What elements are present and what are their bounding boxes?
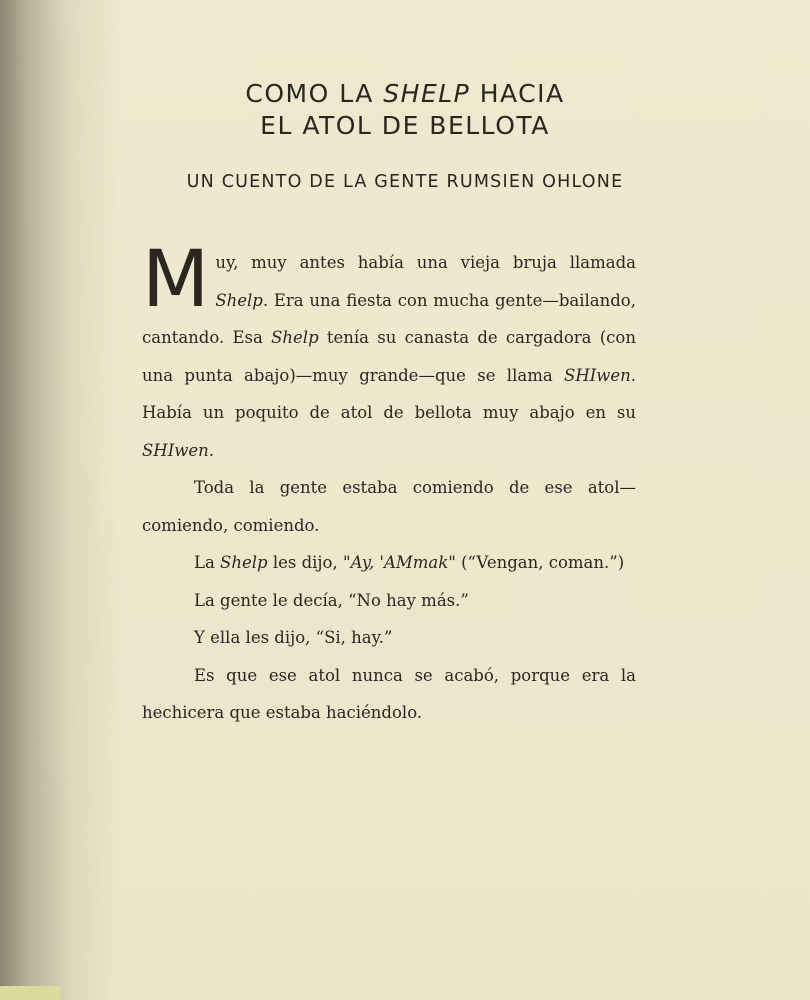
story-title: [140, 78, 670, 142]
paragraph-text: . Era una fiesta con mucha gente—bailando, cantando. Esa: [142, 290, 636, 347]
italic-term: Shelp: [215, 290, 263, 310]
italic-term: Ay, 'AMmak: [350, 553, 449, 572]
story-body: [142, 235, 636, 732]
paragraph-1: [142, 235, 636, 469]
italic-term: SHIwen: [142, 440, 209, 460]
italic-term: Shelp: [271, 328, 319, 347]
page-edge-strip: [0, 986, 60, 1000]
drop-cap: M: [142, 235, 210, 325]
paragraph-text: uy, muy antes había una vieja bruja llamada: [215, 253, 636, 272]
paragraph-text: " (“Vengan, coman.”): [448, 553, 625, 572]
paragraph-3: [142, 544, 636, 582]
paragraph-4: La gente le decía, “No hay más.”: [194, 590, 469, 610]
paragraph-text: La: [194, 553, 221, 572]
story-subtitle: UN CUENTO DE LA GENTE RUMSIEN OHLONE: [186, 172, 624, 192]
title-text-italic: SHELP: [383, 79, 471, 108]
title-line-2: EL ATOL DE BELLOTA: [260, 111, 550, 140]
paragraph-text: .: [208, 440, 214, 460]
paragraph-text: tenía su canasta de cargadora (con una punta abajo)—muy grande—que se llama: [142, 328, 636, 385]
paragraph-text: les dijo, ": [267, 553, 351, 572]
title-text-pre: COMO LA: [245, 79, 384, 108]
paragraph-5: Y ella les dijo, “Si, hay.”: [194, 628, 393, 647]
italic-term: SHIwen: [564, 365, 631, 385]
paragraph-6: Es que ese atol nunca se acabó, porque era la hechicera que estaba haciéndolo.: [142, 665, 636, 722]
italic-term: Shelp: [220, 553, 268, 572]
title-text-post: HACIA: [470, 79, 565, 108]
paragraph-text: . Había un poquito de atol de bellota muy abajo en su: [142, 365, 636, 422]
title-line-1: [140, 78, 670, 110]
paragraph-2: Toda la gente estaba comiendo de ese atol—comiendo, comiendo.: [142, 478, 636, 535]
